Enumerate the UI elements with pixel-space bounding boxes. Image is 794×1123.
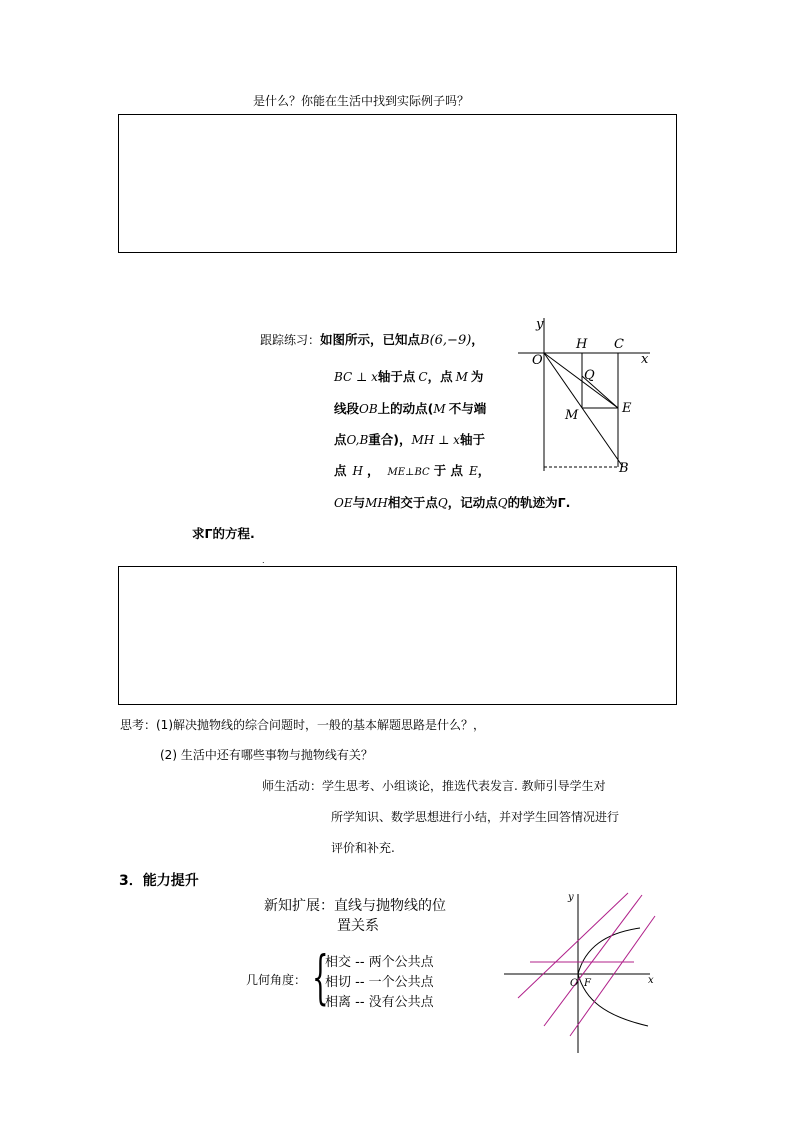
section-heading: 3．能力提升 [119,873,199,889]
text: ，点 [427,369,453,384]
exercise-line-6 [334,492,570,511]
activity-1: 师生活动：学生思考、小组谈论，推选代表发言. 教师引导学生对 [262,779,606,793]
label-o: O [532,353,543,368]
text: 与 [352,495,366,510]
exercise-line-2 [334,366,483,385]
answer-box-2[interactable] [118,566,677,705]
math: M [455,370,468,384]
math: M [433,402,446,416]
label-x: x [648,975,654,986]
label-b: B [619,461,629,476]
section-sub-2: 置关系 [337,918,379,934]
math: MH ⊥ x [411,433,460,447]
text: 点 [334,432,347,447]
math: BC ⊥ x [334,370,378,384]
case-tangent: 相切 -- 一个公共点 [325,975,434,990]
text: 轴于 [459,432,485,447]
text: ， [471,332,484,347]
exercise-line-4 [334,429,485,448]
text: ， [366,463,380,478]
text: 轴于点 [377,369,416,384]
figure-line-parabola [500,888,660,1056]
case-separate: 相离 -- 没有公共点 [325,995,434,1010]
cases [325,953,434,1013]
think-2: (2) 生活中还有哪些事物与抛物线有关？ [160,748,373,762]
text: ，记动点 [447,495,498,510]
math: O,B [346,433,369,447]
line-2 [544,895,642,1026]
text: 于 点 [433,463,463,478]
text: 上的动点( [377,401,434,416]
section-sub-1: 新知扩展：直线与抛物线的位 [264,898,446,914]
math: E [469,464,478,478]
case-intersect: 相交 -- 两个公共点 [325,955,434,970]
label-o: O [570,978,579,989]
text: 相交于点 [387,495,438,510]
segment-oe [544,353,618,408]
exercise-line-3 [334,398,486,417]
text: 重合)， [368,432,412,447]
activity-2: 所学知识、数学思想进行小结，并对学生回答情况进行 [331,810,620,824]
math: MH [365,496,388,510]
text: 的轨迹为Γ. [507,495,571,510]
brace: { [312,943,329,1011]
math: H [352,464,363,478]
label-c: C [614,337,624,352]
label-y: y [536,317,544,332]
text: 为 [470,369,484,384]
label-x: x [641,352,649,367]
text: 如图所示，已知点 [320,332,421,347]
math: ME⊥BC [387,467,430,478]
math: Q [437,496,448,510]
angle-label: 几何角度： [246,973,307,987]
text: 点 [334,463,347,478]
math: OB [359,402,378,416]
label-e: E [622,401,632,416]
text: 线段 [334,401,360,416]
label-f: F [584,978,591,989]
exercise-line-5 [334,460,490,479]
activity-3: 评价和补充. [331,841,395,855]
top-question: 是什么？你能在生活中找到实际例子吗？ [253,94,470,108]
exercise-line-1 [260,329,484,348]
math: Q [497,496,508,510]
dot-mark: . [262,556,265,565]
math: C [418,370,428,384]
label-m: M [565,408,579,423]
parabola [578,928,648,1026]
answer-box-1[interactable] [118,114,677,253]
point-b: B(6,−9) [420,333,472,348]
text: ， [477,463,491,478]
exercise-lead: 跟踪练习： [260,333,321,347]
figure-ob-geometry [510,316,660,476]
label-y: y [568,892,574,903]
think-1: 思考：(1)解决抛物线的综合问题时，一般的基本解题思路是什么？， [120,718,486,732]
label-q: Q [584,368,595,383]
exercise-task: 求Γ的方程. [192,526,255,541]
text: 不与端 [448,401,487,416]
math: OE [334,496,353,510]
label-h: H [576,337,588,352]
